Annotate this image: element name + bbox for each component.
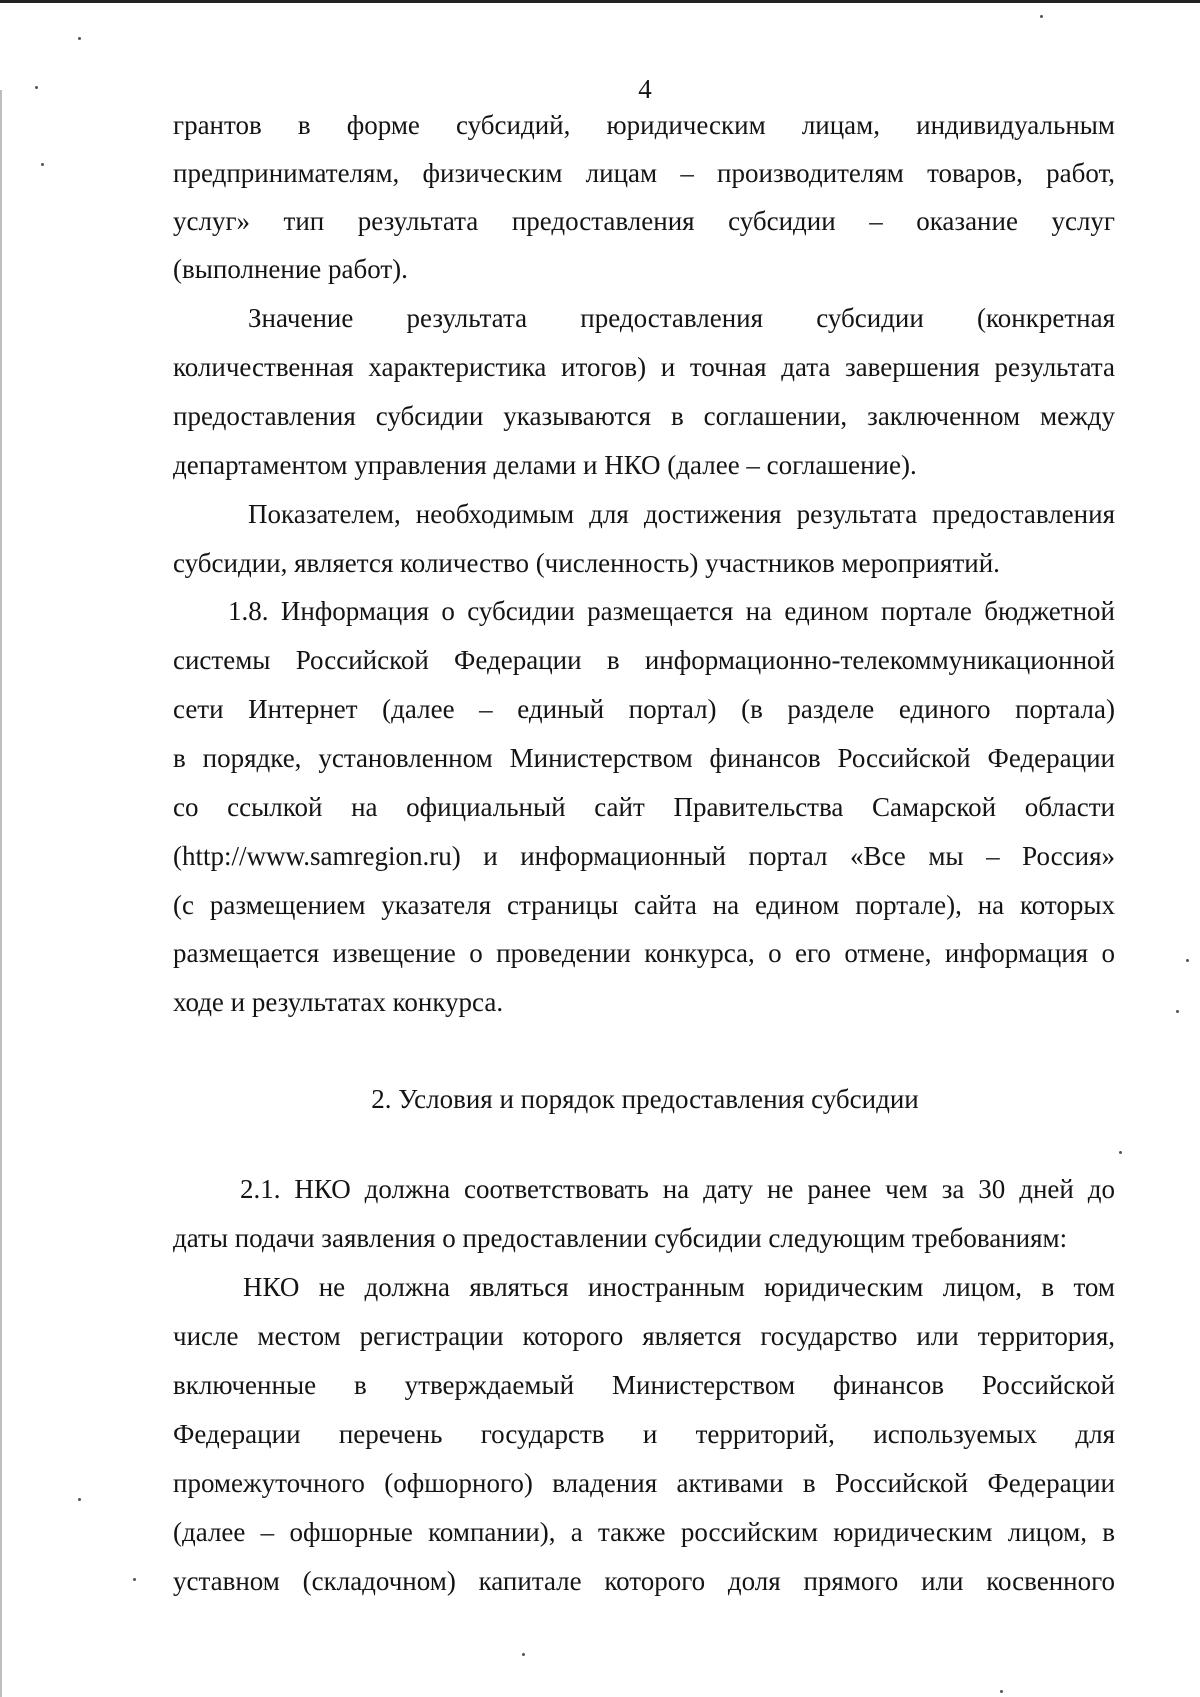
text-line: уставном (складочном) капитале которого доля прямого или косвенного (173, 1566, 1115, 1596)
text-line: даты подачи заявления о предоставлении субсидии следующим требованиям: (173, 1223, 1068, 1253)
text-line: предоставления субсидии указываются в соглашении, заключенном между (173, 401, 1115, 431)
text-line: субсидии, является количество (численность) участников мероприятий. (173, 548, 1000, 578)
paragraph-first-line: Значение результата предоставления субсидии (конкретная (248, 303, 1115, 333)
text-line: системы Российской Федерации в информационно-телекоммуникационной (173, 645, 1115, 675)
scan-speck (41, 163, 44, 166)
page-number: 4 (638, 74, 652, 104)
text-line: (с размещением указателя страницы сайта на едином портале), на которых (173, 890, 1115, 920)
top-border (0, 0, 1200, 3)
scan-speck (1176, 1010, 1179, 1013)
paragraph-first-line: НКО не должна являться иностранным юридическим лицом, в том (243, 1272, 1115, 1302)
text-line: ходе и результатах конкурса. (173, 987, 504, 1017)
text-line: (выполнение работ). (173, 254, 408, 284)
scan-speck (522, 1653, 525, 1656)
text-line: Федерации перечень государств и территорий, используемых для (173, 1419, 1115, 1449)
left-border (0, 90, 2, 1697)
scan-speck (1000, 1690, 1003, 1693)
text-line: включенные в утверждаемый Министерством финансов Российской (173, 1370, 1115, 1400)
text-line: сети Интернет (далее – единый портал) (в разделе единого портала) (173, 694, 1115, 724)
section-heading: 2. Условия и порядок предоставления субсидии (371, 1084, 919, 1114)
text-line: размещается извещение о проведении конкурса, о его отмене, информация о (173, 938, 1115, 968)
text-line: (http://www.samregion.ru) и информационный портал «Все мы – Россия» (173, 841, 1115, 871)
scan-speck (35, 86, 38, 89)
text-line: со ссылкой на официальный сайт Правительства Самарской области (173, 792, 1115, 822)
text-line: предпринимателям, физическим лицам – производителям товаров, работ, (173, 158, 1115, 188)
text-line: услуг» тип результата предоставления субсидии – оказание услуг (173, 206, 1115, 236)
text-line: (далее – офшорные компании), а также российским юридическим лицом, в (173, 1517, 1115, 1547)
scan-speck (78, 1498, 81, 1501)
scan-speck (1119, 1151, 1122, 1154)
scan-speck (1040, 15, 1043, 18)
paragraph-first-line: 2.1. НКО должна соответствовать на дату не ранее чем за 30 дней до (240, 1174, 1115, 1204)
scan-speck (78, 37, 81, 40)
scan-speck (133, 1578, 136, 1581)
text-line: в порядке, установленном Министерством финансов Российской Федерации (173, 743, 1115, 773)
text-line: промежуточного (офшорного) владения активами в Российской Федерации (173, 1468, 1115, 1498)
scan-speck (1186, 959, 1189, 962)
text-line: количественная характеристика итогов) и точная дата завершения результата (173, 352, 1115, 382)
text-line: департаментом управления делами и НКО (далее – соглашение). (173, 450, 917, 480)
paragraph-first-line: Показателем, необходимым для достижения результата предоставления (248, 499, 1115, 529)
text-line: числе местом регистрации которого является государство или территория, (173, 1321, 1115, 1351)
paragraph-first-line: 1.8. Информация о субсидии размещается на едином портале бюджетной (228, 596, 1115, 626)
text-line: грантов в форме субсидий, юридическим лицам, индивидуальным (173, 110, 1115, 140)
